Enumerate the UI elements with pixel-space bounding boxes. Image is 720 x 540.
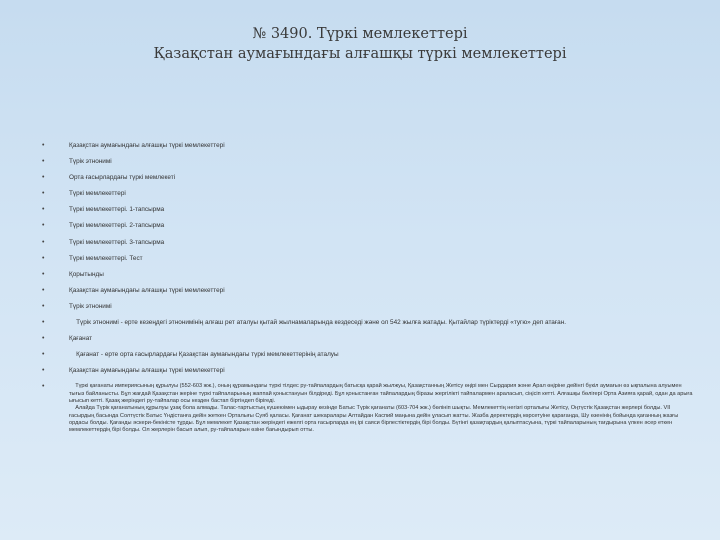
list-item: • Түркі мемлекеттері. Тест [42, 254, 143, 262]
bullet-icon: • [42, 351, 45, 359]
bullet-icon: • [42, 190, 45, 198]
title-line-1: № 3490. Түркі мемлекеттері [252, 26, 468, 42]
paragraph-2: Алайда Түрік қағанатының құрылуы ұзақ бола алмады. Талас-тартыстың күшеюімен ыдырау кезінде Батыс Түрік қағанаты (603-704 жж.) бөлініп шықты. Мемлекеттің негізгі орталығы Жетісу, Оңтүстік Қазақстан жерлері болды. VII ғасырдың басында Солтүстік Батыс Үндістанға дейін жеткен Орталығы Суяб қаласы. Қағанат шекаралары Алтайдан Каспий маңына дейін ұласып жатты. Жазба деректердің көрсетуіне қарағанда, Шу өзенінің бойында қағанның жазғы ордасы болды. Қағанды әскери-бекіністе тұрды. Бұл мемлекет Қазақстан жеріндегі ежелгі орта ғасырларда ең ірі саяси бірлестіктердің бірі болды. Бүгінгі қазақтардың қалыптасуына, түркі тайпаларының тағдырына үлкен әсер еткен мемлекеттердің бірі болды. Ол жерлерін басып алып, ру-тайпаларын өзіне бағындырып отты. [69, 405, 680, 434]
bullet-icon: • [42, 335, 45, 343]
list-item: • Қазақстан аумағындағы алғашқы түркі мемлекеттері [42, 286, 225, 294]
list-item: • Түрік этнонимі [42, 158, 112, 166]
title-line-2: Қазақстан аумағындағы алғашқы түркі мемлекеттері [153, 46, 567, 62]
bullet-icon: • [42, 254, 45, 262]
paragraph-1: Түркі қағанаты империясының құрылуы (552-603 жж.), оның құрамындағы түркі тілдес ру-тайпалардың батысқа қарай жылжуы, Қазақстанның Жетісу өңірі мен Сырдария және Арал өңіріне дейінгі бүкіл аумағын өз ықпалына алуымен тығыз байланысты. Бұл жағдай Қазақстан жеріне түркі тайпаларының жаппай қоныстануын білдіреді. Бұл қоныстанған тайпалардың біразы жергілікті тайпалармен араласып, сіңісіп кетті. Алғашқы бөлігері Орта Азияға қарай, одан да арыға ығысып кетті. Қазақ жеріндегі ру-тайпалар осы кезден бастап біртіндеп бірігеді. [69, 383, 695, 404]
bullet-icon: • [42, 270, 45, 278]
bullet-icon: • [42, 302, 45, 310]
list-item: • Қағанат - ерте орта ғасырлардағы Қазақстан аумағындағы түркі мемлекеттерінің аталуы [42, 351, 339, 359]
list-item: • Түркі мемлекеттері. 3-тапсырма [42, 238, 165, 246]
slide-title [0, 24, 720, 64]
list-item: • Түркі мемлекеттері [42, 190, 126, 198]
list-item: • Қазақстан аумағындағы алғашқы түркі мемлекеттері [42, 367, 225, 375]
bullet-icon: • [42, 174, 45, 182]
bullet-icon: • [42, 238, 45, 246]
bullet-icon: • [42, 367, 45, 375]
bullet-icon: • [42, 383, 45, 391]
list-item: • Түркі мемлекеттері. 1-тапсырма [42, 206, 165, 214]
list-item-long-text [40, 383, 695, 434]
bullet-list [40, 142, 695, 434]
bullet-icon: • [42, 222, 45, 230]
list-item: • Қазақстан аумағындағы алғашқы түркі мемлекеттері [42, 142, 225, 149]
bullet-icon: • [42, 158, 45, 166]
bullet-icon: • [42, 206, 45, 214]
bullet-icon: • [42, 286, 45, 294]
list-item: • Түрік этнонимі - ерте кезеңдегі этнонимінің алғаш рет аталуы қытай жылнамаларында кездеседі және ол 542 жылға жатады. Қытайлар түріктерді «тугю» деп атаған. [42, 319, 567, 327]
list-item: • Орта ғасырлардағы түркі мемлекеті [42, 174, 176, 182]
bullet-icon: • [42, 319, 45, 327]
list-item: • Қағанат [42, 335, 93, 343]
list-item: • Түрік этнонимі [42, 302, 112, 310]
list-item: • Түркі мемлекеттері. 2-тапсырма [42, 222, 165, 230]
list-item: • Қорытынды [42, 270, 104, 278]
bullet-icon: • [42, 142, 45, 149]
